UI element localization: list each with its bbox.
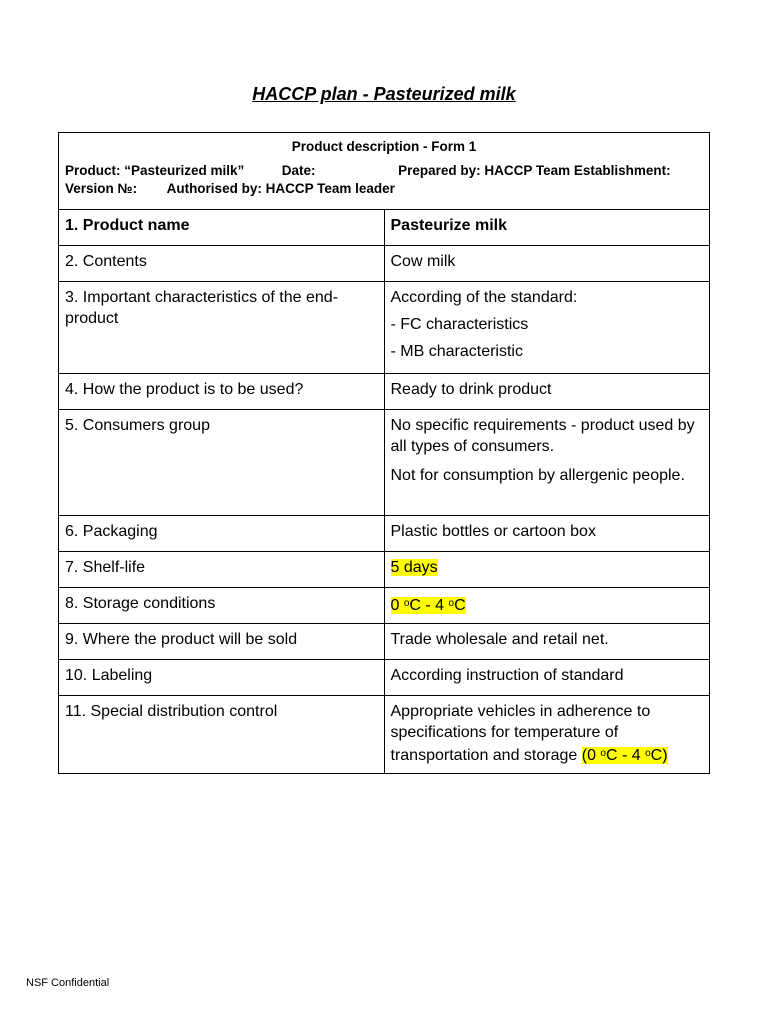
table-row <box>59 374 710 410</box>
degree-mark: o <box>448 598 455 609</box>
temp-min: 0 <box>390 597 404 614</box>
row-label: 9. Where the product will be sold <box>65 631 298 648</box>
row-label-cell <box>59 246 385 282</box>
row-label-cell <box>59 696 385 774</box>
row-label: 10. Labeling <box>65 667 153 684</box>
row-value-cell <box>384 660 710 696</box>
row-label-cell <box>59 374 385 410</box>
table-row <box>59 282 710 374</box>
row-label-cell <box>59 410 385 516</box>
value-line: - MB characteristic <box>390 343 523 360</box>
row-label-cell <box>59 588 385 624</box>
highlighted-value: 5 days <box>390 559 438 576</box>
table-row <box>59 660 710 696</box>
form-header-line-1: Product: “Pasteurized milk” Date: Prepared by: HACCP Team Establishment: <box>65 163 671 178</box>
table-row <box>59 588 710 624</box>
row-value-cell <box>384 282 710 374</box>
row-label: 1. Product name <box>65 217 190 234</box>
value-line: - FC characteristics <box>390 316 529 333</box>
row-label-cell <box>59 624 385 660</box>
row-value-cell <box>384 410 710 516</box>
row-value-cell <box>384 552 710 588</box>
row-value-cell <box>384 210 710 246</box>
highlighted-value <box>391 597 466 614</box>
temp-range: C - 4 <box>605 747 646 764</box>
table-row <box>59 624 710 660</box>
row-value: Ready to drink product <box>390 381 552 398</box>
value-line: According of the standard: <box>390 289 578 306</box>
table-row <box>59 210 710 246</box>
row-value-cell <box>384 588 710 624</box>
distribution-text: Appropriate vehicles in adherence to specifications for temperature of transportation and storage <box>390 703 651 764</box>
row-value <box>391 410 704 486</box>
temp-range: C - 4 <box>409 597 449 614</box>
row-value-cell <box>384 374 710 410</box>
row-label: 6. Packaging <box>65 523 158 540</box>
degree-mark: o <box>600 748 606 759</box>
confidentiality-footer: NSF Confidential <box>26 977 110 989</box>
row-value <box>391 552 704 578</box>
row-value-cell <box>384 246 710 282</box>
form-header-line-2: Version №: Authorised by: HACCP Team leader <box>65 181 395 196</box>
product-description-table <box>58 132 710 774</box>
temp-unit: C <box>454 597 466 614</box>
value-line: Not for consumption by allergenic people. <box>390 467 685 484</box>
row-label: 3. Important characteristics of the end-product <box>65 289 339 327</box>
row-value-cell <box>384 624 710 660</box>
value-line: No specific requirements - product used by all types of consumers. <box>390 417 695 455</box>
row-label-cell <box>59 282 385 374</box>
row-value-cell <box>384 696 710 774</box>
table-row <box>59 246 710 282</box>
temp-min: (0 <box>581 747 601 764</box>
row-label-cell <box>59 516 385 552</box>
table-row <box>59 516 710 552</box>
row-value: According instruction of standard <box>390 667 624 684</box>
row-label: 5. Consumers group <box>65 417 210 434</box>
row-value <box>391 696 704 766</box>
degree-mark: o <box>403 598 410 609</box>
row-label: 7. Shelf-life <box>65 559 146 576</box>
highlighted-value <box>582 747 668 764</box>
row-label: 11. Special distribution control <box>65 703 278 720</box>
row-value <box>391 588 704 616</box>
row-label: 4. How the product is to be used? <box>65 381 304 398</box>
table-header-row <box>59 133 710 210</box>
degree-mark: o <box>645 748 651 759</box>
row-value: Plastic bottles or cartoon box <box>390 523 596 540</box>
document-title: HACCP plan - Pasteurized milk <box>252 84 516 104</box>
row-label: 8. Storage conditions <box>65 595 216 612</box>
row-value <box>391 282 704 362</box>
row-label-cell <box>59 660 385 696</box>
row-label: 2. Contents <box>65 253 147 270</box>
form-header-cell <box>59 133 710 210</box>
row-value-cell <box>384 516 710 552</box>
table-row <box>59 410 710 516</box>
form-title: Product description - Form 1 <box>291 139 477 154</box>
row-label-cell <box>59 552 385 588</box>
table-row <box>59 696 710 774</box>
row-value: Cow milk <box>390 253 456 270</box>
table-row <box>59 552 710 588</box>
temp-unit: C) <box>650 747 668 764</box>
row-value: Trade wholesale and retail net. <box>390 631 609 648</box>
row-value: Pasteurize milk <box>390 217 507 234</box>
row-label-cell <box>59 210 385 246</box>
